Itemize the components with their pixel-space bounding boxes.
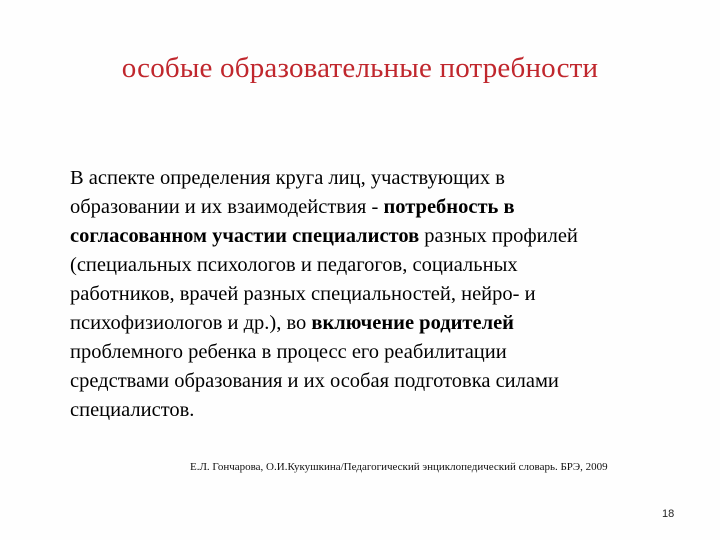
paragraph-line bbox=[70, 164, 690, 193]
bold-text-run: согласованном участии специалистов bbox=[70, 225, 420, 247]
text-run: (специальных психологов и педагогов, социальных bbox=[70, 254, 518, 276]
paragraph-line bbox=[70, 280, 690, 309]
citation: Е.Л. Гончарова, О.И.Кукушкина/Педагогический энциклопедический словарь. БРЭ, 2009 bbox=[190, 461, 608, 473]
text-run: проблемного ребенка в процесс его реабилитации bbox=[70, 341, 507, 363]
body-paragraph bbox=[70, 164, 690, 425]
text-run: психофизиологов и др.), во bbox=[70, 312, 312, 334]
text-run: работников, врачей разных специальностей, нейро- и bbox=[70, 283, 536, 305]
paragraph-line bbox=[70, 309, 690, 338]
text-run: В аспекте определения круга лиц, участвующих в bbox=[70, 167, 505, 189]
paragraph-line bbox=[70, 193, 690, 222]
text-run: специалистов. bbox=[70, 399, 195, 421]
paragraph-line bbox=[70, 396, 690, 425]
text-run: средствами образования и их особая подготовка силами bbox=[70, 370, 559, 392]
slide-title: особые образовательные потребности bbox=[121, 52, 599, 84]
page-number: 18 bbox=[662, 508, 675, 520]
bold-text-run: потребность в bbox=[383, 196, 515, 218]
paragraph-line bbox=[70, 338, 690, 367]
paragraph-line bbox=[70, 222, 690, 251]
text-run: разных профилей bbox=[419, 225, 578, 247]
bold-text-run: включение родителей bbox=[311, 312, 514, 334]
text-run: образовании и их взаимодействия - bbox=[70, 196, 384, 218]
paragraph-line bbox=[70, 251, 690, 280]
paragraph-line bbox=[70, 367, 690, 396]
